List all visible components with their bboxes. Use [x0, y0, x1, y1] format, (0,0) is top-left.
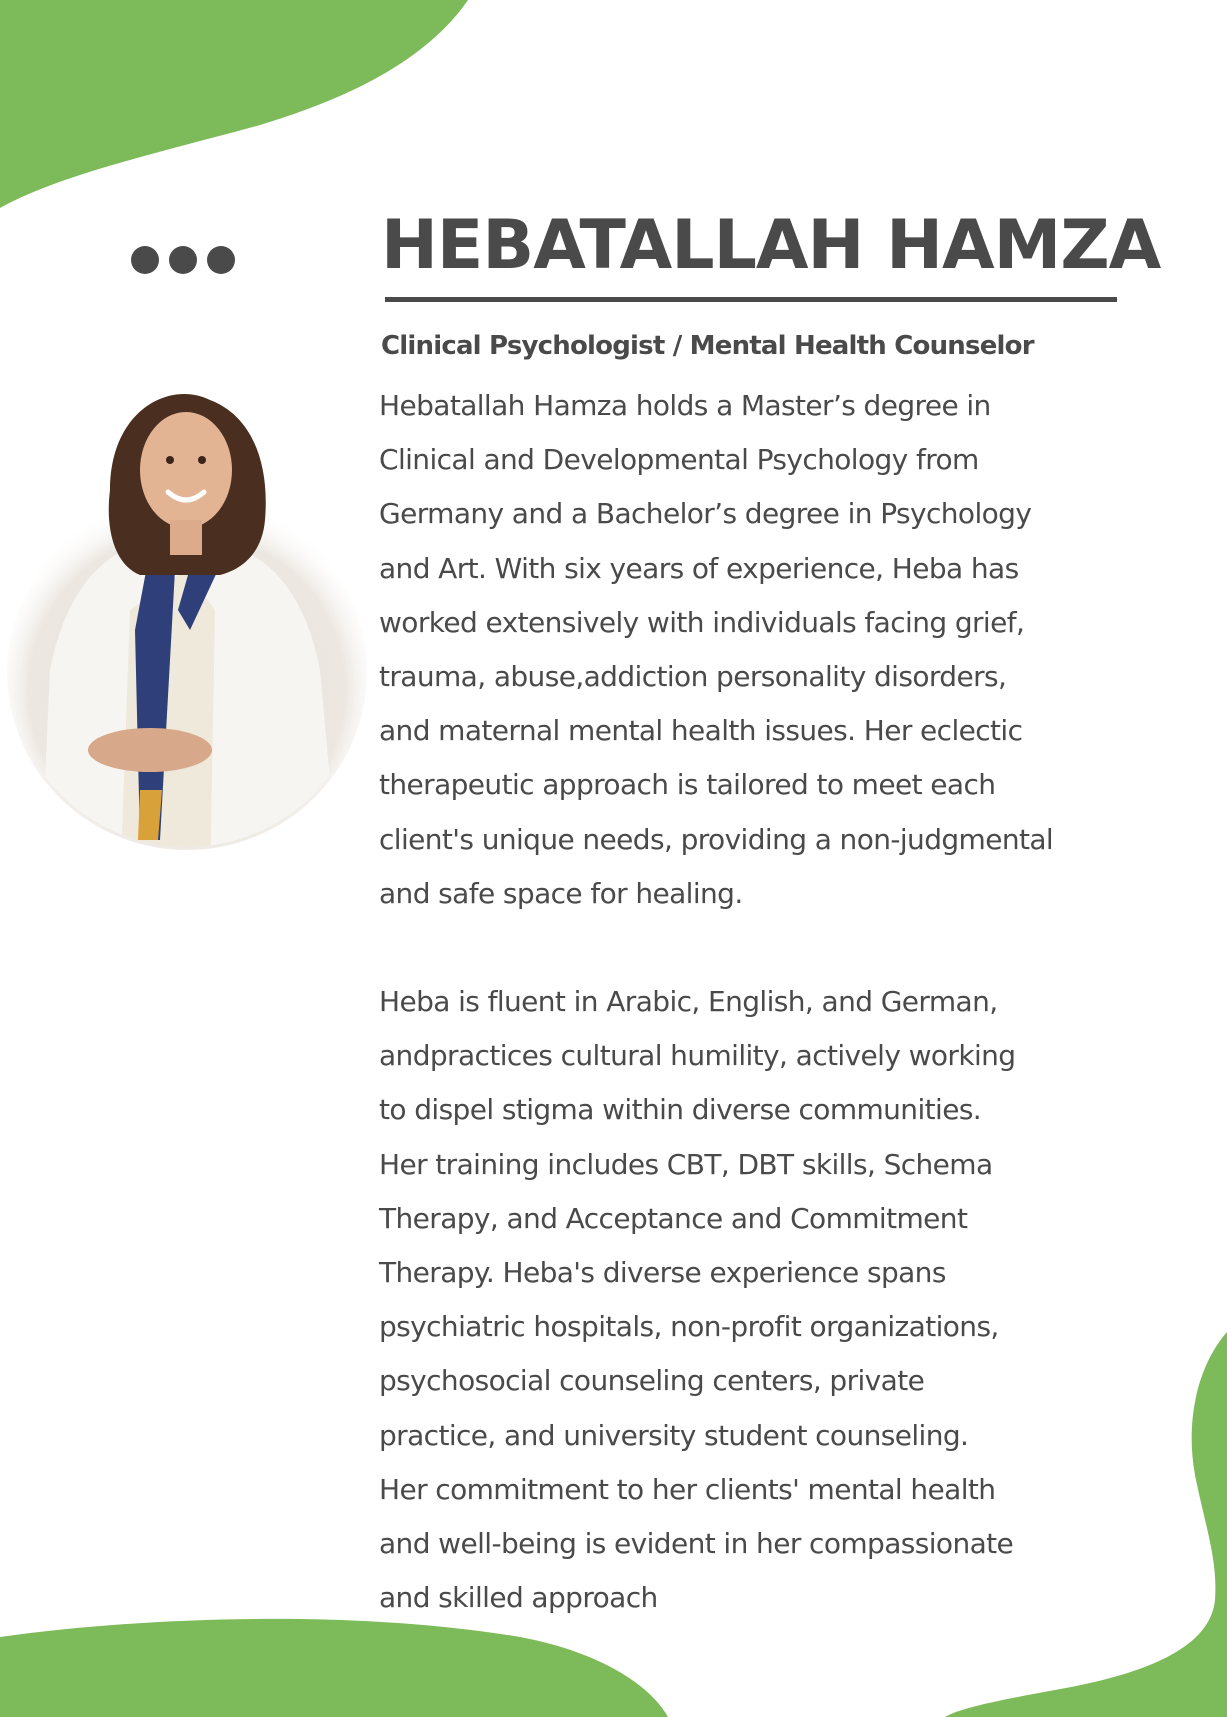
bio-line: Hebatallah Hamza holds a Master’s degree in [379, 389, 991, 422]
bio-line: Therapy. Heba's diverse experience spans [379, 1256, 946, 1290]
more-dots-icon [131, 246, 235, 274]
bio-line: worked extensively with individuals facing grief, [379, 605, 1025, 639]
bio-line: Heba is fluent in Arabic, English, and German, [379, 985, 998, 1018]
bio-paragraph-2 [379, 975, 1149, 1625]
bio-line: trauma, abuse,addiction personality disorders, [379, 660, 1007, 694]
bio-line: and skilled approach [379, 1581, 658, 1615]
bio-line: andpractices cultural humility, actively working [379, 1039, 1016, 1073]
bio-line: Therapy, and Acceptance and Commitment [379, 1201, 968, 1235]
bio-line: and well-being is evident in her compassionate [379, 1527, 1014, 1561]
portrait-photo [0, 370, 380, 890]
bio-line: and Art. With six years of experience, Heba has [379, 551, 1019, 585]
bio-line: psychosocial counseling centers, private [379, 1364, 925, 1398]
bio-line: and maternal mental health issues. Her eclectic [379, 714, 1023, 748]
bio-line: Her training includes CBT, DBT skills, Schema [379, 1147, 993, 1181]
dot [169, 246, 197, 274]
title-underline [385, 297, 1117, 302]
job-title: Clinical Psychologist / Mental Health Counselor [381, 331, 1034, 361]
dot [207, 246, 235, 274]
bio-line: psychiatric hospitals, non-profit organizations, [379, 1310, 999, 1344]
bio-line: client's unique needs, providing a non-judgmental [379, 822, 1054, 856]
bio-line: to dispel stigma within diverse communities. [379, 1093, 982, 1127]
top-left-wave [0, 0, 468, 208]
bio-line: Germany and a Bachelor’s degree in Psychology [379, 497, 1032, 531]
bio-line: and safe space for healing. [379, 876, 743, 910]
bio-line: Her commitment to her clients' mental health [379, 1472, 996, 1506]
bio-paragraph-1 [379, 379, 1149, 921]
bio-line: Clinical and Developmental Psychology from [379, 443, 979, 477]
bottom-left-wave [0, 1619, 668, 1717]
bio-line: therapeutic approach is tailored to meet each [379, 768, 996, 802]
bio-line: practice, and university student counseling. [379, 1418, 969, 1452]
dot [131, 246, 159, 274]
page-title: HEBATALLAH HAMZA [381, 206, 1161, 285]
